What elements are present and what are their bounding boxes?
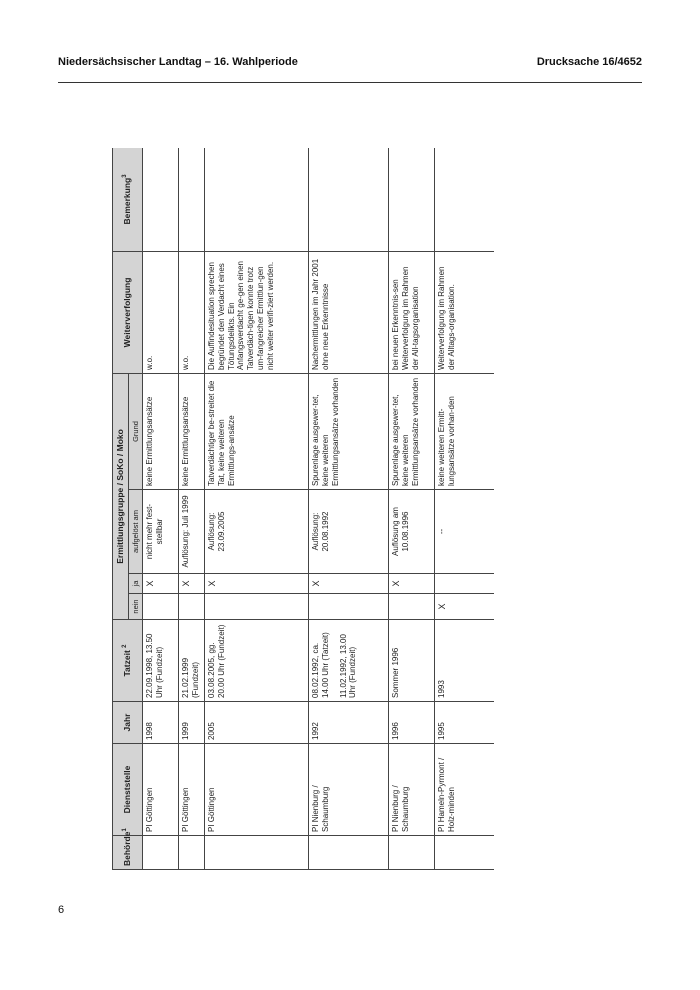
rotated-table-frame xyxy=(112,148,494,870)
cell-behoerde xyxy=(435,836,494,870)
cell-behoerde xyxy=(309,836,389,870)
cell-grund: Spurenlage ausgewer-tet, keine weiteren Ermittlungsansätze vorhanden xyxy=(389,373,435,489)
cell-nein: X xyxy=(435,594,494,620)
table-row xyxy=(435,148,494,870)
cell-tatzeit: Sommer 1996 xyxy=(389,620,435,702)
cell-grund: keine Ermittlungsansätze xyxy=(179,373,205,489)
cell-aufgeloest-am: -- xyxy=(435,490,494,574)
col-grund: Grund xyxy=(129,373,143,489)
cell-nein xyxy=(309,594,389,620)
cell-ja: X xyxy=(179,574,205,594)
header-rule xyxy=(58,82,642,83)
cell-behoerde xyxy=(143,836,179,870)
cell-behoerde xyxy=(389,836,435,870)
table-row xyxy=(309,148,389,870)
cell-tatzeit xyxy=(309,620,389,702)
cell-jahr: 1998 xyxy=(143,702,179,744)
cell-tatzeit: 03.08.2005, gg. 20.00 Uhr (Fundzeit) xyxy=(205,620,309,702)
cell-jahr: 1992 xyxy=(309,702,389,744)
cell-grund: Spurenlage ausgewer-tet, keine weiteren Ermittlungsansätze vorhanden xyxy=(309,373,389,489)
cell-bemerkung xyxy=(389,148,435,251)
table-row xyxy=(143,148,179,870)
running-header-right: Drucksache 16/4652 xyxy=(536,56,642,68)
cell-aufgeloest-am: nicht mehr fest-stellbar xyxy=(143,490,179,574)
col-jahr: Jahr xyxy=(113,702,143,744)
table-row xyxy=(179,148,205,870)
cell-bemerkung xyxy=(143,148,179,251)
col-ermittlungsgruppe: Ermittlungsgruppe / SoKo / Moko xyxy=(113,373,129,619)
cell-aufgeloest-am: Auflösung: Juli 1999 xyxy=(179,490,205,574)
page-number: 6 xyxy=(58,904,65,916)
cell-grund: Tatverdächtiger be-streitet die Tat, keine weiteren Ermittlungs-ansätze xyxy=(205,373,309,489)
cell-dienststelle: PI Göttingen xyxy=(179,744,205,836)
col-aufgeloest-am: aufgelöst am xyxy=(129,490,143,574)
col-nein: nein xyxy=(129,594,143,620)
tatzeit-second: 11.02.1992, 13.00 Uhr (Fundzeit) xyxy=(338,634,358,698)
cell-weiterverfolgung: w.o. xyxy=(179,251,205,373)
cell-bemerkung xyxy=(309,148,389,251)
cell-aufgeloest-am: Auflösung am 10.08.1996 xyxy=(389,490,435,574)
cell-jahr: 1995 xyxy=(435,702,494,744)
cell-jahr: 1996 xyxy=(389,702,435,744)
header-row xyxy=(113,148,129,870)
cell-tatzeit: 22.09.1998, 13.50 Uhr (Fundzeit) xyxy=(143,620,179,702)
cell-ja: X xyxy=(143,574,179,594)
cell-bemerkung xyxy=(435,148,494,251)
cell-ja xyxy=(435,574,494,594)
cell-aufgeloest-am: Auflösung: 23.09.2005 xyxy=(205,490,309,574)
cell-bemerkung xyxy=(179,148,205,251)
col-dienststelle: Dienststelle xyxy=(113,744,143,836)
cell-ja: X xyxy=(205,574,309,594)
cell-nein xyxy=(389,594,435,620)
table-row xyxy=(389,148,435,870)
cell-ja: X xyxy=(389,574,435,594)
cell-grund: keine weiteren Ermitt-lungsansätze vorhan-den xyxy=(435,373,494,489)
cell-dienststelle: PI Göttingen xyxy=(143,744,179,836)
cell-jahr: 2005 xyxy=(205,702,309,744)
cell-ja: X xyxy=(309,574,389,594)
cell-weiterverfolgung: bei neuen Erkenntnis-sen Weiterverfolgung im Rahmen der All-tagsorganisation xyxy=(389,251,435,373)
cell-nein xyxy=(143,594,179,620)
case-table xyxy=(112,148,494,870)
col-tatzeit: Tatzeit $^2$ xyxy=(113,620,143,702)
cell-nein xyxy=(179,594,205,620)
col-ja: ja xyxy=(129,574,143,594)
rotated-table xyxy=(112,148,494,870)
col-behoerde: Behörde$^1$ xyxy=(113,836,143,870)
table-row xyxy=(205,148,309,870)
cell-dienststelle: PI Nienburg / Schaumburg xyxy=(389,744,435,836)
cell-bemerkung xyxy=(205,148,309,251)
cell-behoerde xyxy=(179,836,205,870)
running-header-left: Niedersächsischer Landtag – 16. Wahlperiode xyxy=(58,56,298,68)
cell-nein xyxy=(205,594,309,620)
cell-aufgeloest-am: Auflösung: 20.08.1992 xyxy=(309,490,389,574)
cell-behoerde xyxy=(205,836,309,870)
cell-dienststelle: PI Göttingen xyxy=(205,744,309,836)
col-weiterverfolgung: Weiterverfolgung xyxy=(113,251,143,373)
col-bemerkung: Bemerkung$^3$ xyxy=(113,148,143,251)
cell-weiterverfolgung: Weiterverfolgung im Rahmen der Alltags-organisation. xyxy=(435,251,494,373)
cell-dienststelle: PI Nienburg / Schaumburg xyxy=(309,744,389,836)
cell-tatzeit: 21.02.1999 (Fundzeit) xyxy=(179,620,205,702)
cell-weiterverfolgung: Nachermittlungen im Jahr 2001 ohne neue Erkenntnisse xyxy=(309,251,389,373)
cell-dienststelle: PI Hameln-Pyrmont / Holz-minden xyxy=(435,744,494,836)
cell-jahr: 1999 xyxy=(179,702,205,744)
cell-weiterverfolgung: Die Auffindesituation sprechen begründet den Verdacht eines Tötungsdelikts. Ein Anfangsverdacht ge-gen einen Tatverdäch-tigen konnte trotz um-fangreicher Ermittlun-gen nicht weiter verifi-ziert werden. xyxy=(205,251,309,373)
tatzeit-first: 08.02.1992, ca. 14.00 Uhr (Tatzeit) xyxy=(311,632,330,698)
cell-tatzeit: 1993 xyxy=(435,620,494,702)
cell-weiterverfolgung: w.o. xyxy=(143,251,179,373)
cell-grund: keine Ermittlungsansätze xyxy=(143,373,179,489)
